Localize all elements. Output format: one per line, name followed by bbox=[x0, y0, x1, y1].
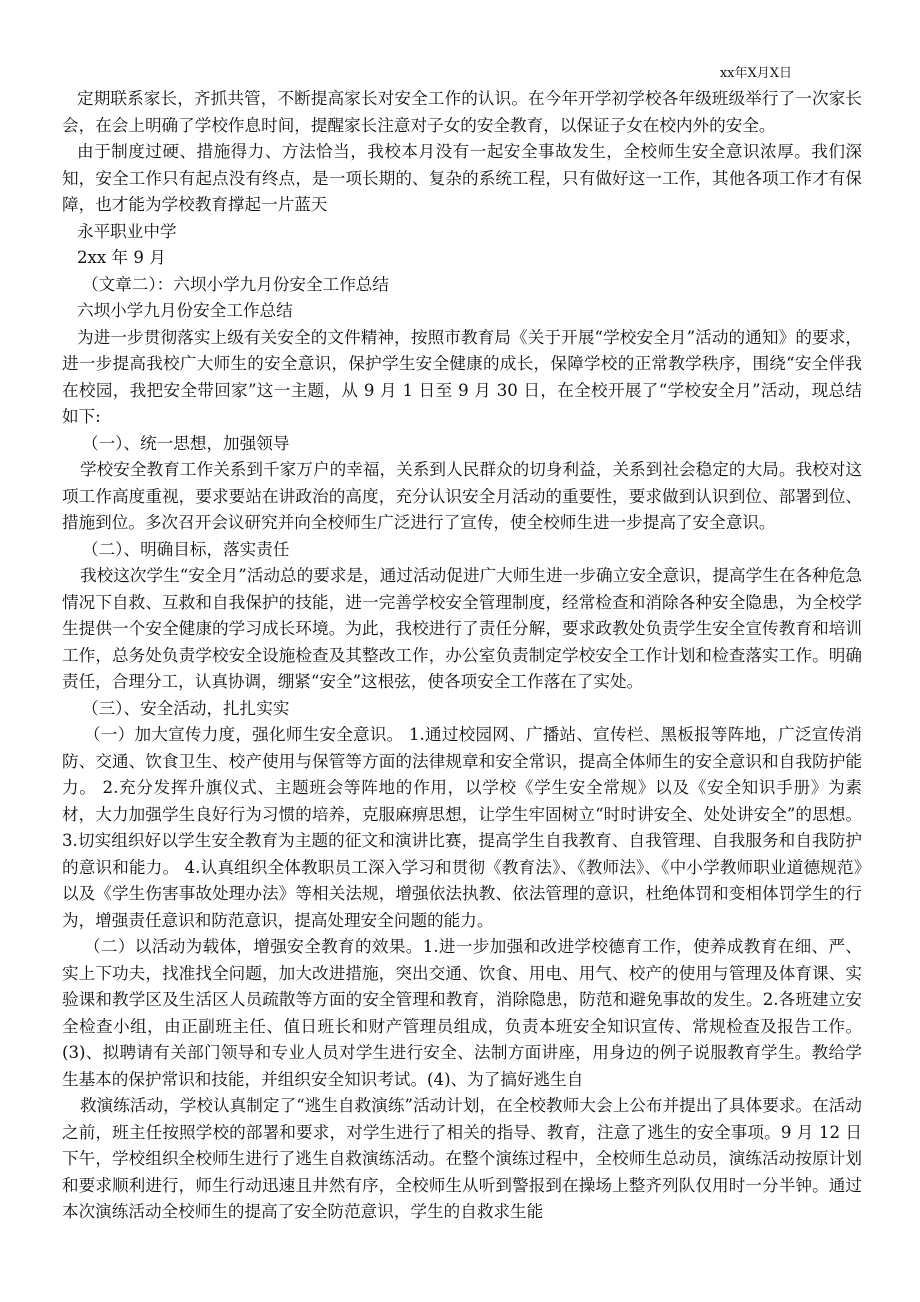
paragraph-section-2: 我校这次学生“安全月”活动总的要求是，通过活动促进广大师生进一步确立安全意识，提高学生在各种危急情况下自救、互救和自我保护的技能，进一完善学校安全管理制度，经常检查和消除各种安全隐患，为全校学生提供一个安全健康的学习成长环境。为此，我校进行了责任分解，要求政教处负责学生安全宣传教育和培训工作，总务处负责学校安全设施检查及其整改工作，办公室负责制定学校安全工作计划和检查落实工作。明确责任，合理分工，认真协调，绷紧“安全”这根弦，使各项安全工作落在了实处。 bbox=[62, 566, 862, 691]
article-two-heading: （文章二）：六坝小学九月份安全工作总结 bbox=[82, 274, 389, 294]
paragraph-drill: 救演练活动，学校认真制定了“逃生自救演练”活动计划，在全校教师大会上公布并提出了具体要求。在活动之前，班主任按照学校的部署和要求，对学生进行了相关的指导、教育，注意了逃生的安全事项。9 月 12 日下午，学校组织全校师生进行了逃生自救演练活动。在整个演练过程中，全校师生总动员，演练活动按原计划和要求顺利进行，师生行动迅速且井然有序，全校师生从听到警报到在操场上整齐列队仅用时一分半钟。通过本次演练活动全校师生的提高了安全防范意识，学生的自救求生能 bbox=[62, 1096, 862, 1221]
section-heading-1: （一）、统一思想，加强领导 bbox=[82, 433, 290, 453]
paragraph-safety-summary: 由于制度过硬、措施得力、方法恰当，我校本月没有一起安全事故发生，全校师生安全意识浓厚。我们深知，安全工作只有起点没有终点，是一项长期的、复杂的系统工程，只有做好这一工作，其他各项工作才有保障，也才能为学校教育撑起一片蓝天 bbox=[62, 142, 862, 214]
paragraph-subsection-1: （一）加大宣传力度，强化师生安全意识。 1.通过校园网、广播站、宣传栏、黑板报等阵地，广泛宣传消防、交通、饮食卫生、校产使用与保管等方面的法律规章和安全常识，提高全体师生的安全意识和自我防护能力。 2.充分发挥升旗仪式、主题班会等阵地的作用，以学校《学生安全常规》以及《安全知识手册》为素材，大力加强学生良好行为习惯的培养，克服麻痹思想，让学生牢固树立“时时讲安全、处处讲安全”的思想。 3.切实组织好以学生安全教育为主题的征文和演讲比赛，提高学生自我教育、自我管理、自我服务和自我防护的意识和能力。 4.认真组织全体教职员工深入学习和贯彻《教育法》、《教师法》、《中小学教师职业道德规范》以及《学生伤害事故处理办法》等相关法规，增强依法执教、依法管理的意识，杜绝体罚和变相体罚学生的行为，增强责任意识和防范意识，提高处理安全问题的能力。 bbox=[62, 725, 862, 930]
signature-school-name: 永平职业中学 bbox=[77, 221, 177, 241]
paragraph-parent-contact: 定期联系家长，齐抓共管，不断提高家长对安全工作的认识。在今年开学初学校各年级班级举行了一次家长会，在会上明确了学校作息时间，提醒家长注意对子女的安全教育，以保证子女在校内外的安全。 bbox=[62, 89, 862, 135]
article-title: 六坝小学九月份安全工作总结 bbox=[77, 301, 293, 320]
signature-date: 2xx 年 9 月 bbox=[77, 248, 166, 267]
document-body bbox=[62, 86, 862, 1226]
paragraph-section-1: 学校安全教育工作关系到千家万户的幸福，关系到人民群众的切身利益，关系到社会稳定的大局。我校对这项工作高度重视，要求要站在讲政治的高度，充分认识安全月活动的重要性，要求做到认识到位、部署到位、措施到位。多次召开会议研究并向全校师生广泛进行了宣传，使全校师生进一步提高了安全意识。 bbox=[62, 460, 862, 532]
header-date: xx年X月X日 bbox=[719, 66, 792, 81]
section-heading-3: （三）、安全活动，扎扎实实 bbox=[82, 698, 290, 718]
paragraph-subsection-2: （二）以活动为载体，增强安全教育的效果。1.进一步加强和改进学校德育工作，使养成教育在细、严、实上下功夫，找准找全问题，加大改进措施，突出交通、饮食、用电、用气、校产的使用与管理及体育课、实验课和教学区及生活区人员疏散等方面的安全管理和教育，消除隐患，防范和避免事故的发生。2.各班建立安全检查小组，由正副班主任、值日班长和财产管理员组成，负责本班安全知识宣传、常规检查及报告工作。(3)、拟聘请有关部门领导和专业人员对学生进行安全、法制方面讲座，用身边的例子说服教育学生。教给学生基本的保护常识和技能，并组织安全知识考试。(4)、为了搞好逃生自 bbox=[62, 937, 862, 1089]
paragraph-intro: 为进一步贯彻落实上级有关安全的文件精神，按照市教育局《关于开展“学校安全月”活动的通知》的要求，进一步提高我校广大师生的安全意识，保护学生安全健康的成长，保障学校的正常教学秩序，围绕“安全伴我在校园，我把安全带回家”这一主题，从 9 月 1 日至 9 月 30 日，在全校开展了“学校安全月”活动，现总结如下: bbox=[62, 327, 862, 426]
section-heading-2: （二）、明确目标，落实责任 bbox=[82, 539, 290, 559]
